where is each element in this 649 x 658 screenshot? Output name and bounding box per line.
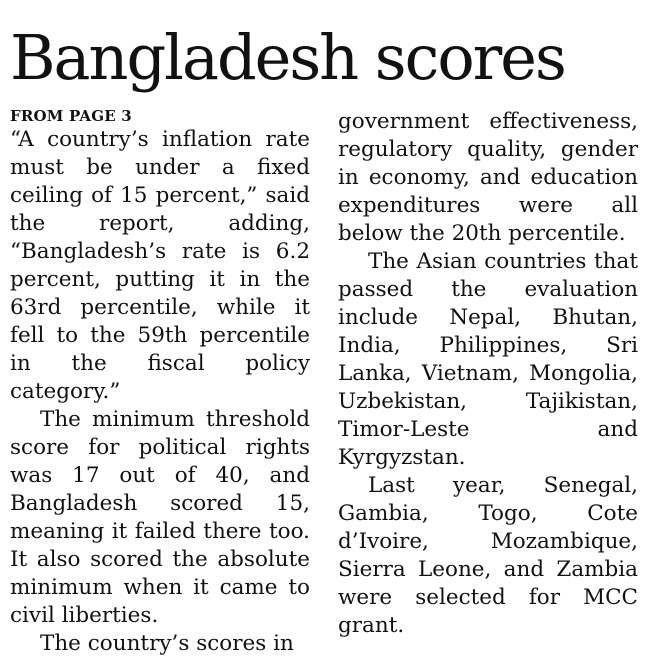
paragraph: “A country’s inflation rate must be under a fixed ceiling of 15 percent,” said the report, adding, “Bangladesh’s rate is 6.2 percent, putting it in the 63rd percentile, while it fell to the 59th percentile in the fiscal policy category.” (10, 127, 310, 404)
headline: Bangladesh scores (10, 21, 565, 94)
paragraph: Last year, Senegal, Gambia, Togo, Cote d’Ivoire, Mozambique, Sierra Leone, and Zambia were selected for MCC grant. (338, 473, 638, 638)
paragraph: The country’s scores in (40, 631, 294, 656)
article-column-right (338, 108, 638, 640)
paragraph: government effectiveness, regulatory quality, gender in economy, and education expenditures were all below the 20th percentile. (338, 109, 638, 246)
paragraph: The Asian countries that passed the evaluation include Nepal, Bhutan, India, Philippines, Sri Lanka, Vietnam, Mongolia, Uzbekistan, Tajikistan, Timor-Leste and Kyrgyzstan. (338, 249, 638, 470)
article-column-left (10, 106, 310, 658)
paragraph: The minimum threshold score for political rights was 17 out of 40, and Bangladesh scored 15, meaning it failed there too. It also scored the absolute minimum when it came to civil liberties. (10, 407, 310, 628)
continuation-kicker: FROM PAGE 3 (10, 107, 132, 125)
